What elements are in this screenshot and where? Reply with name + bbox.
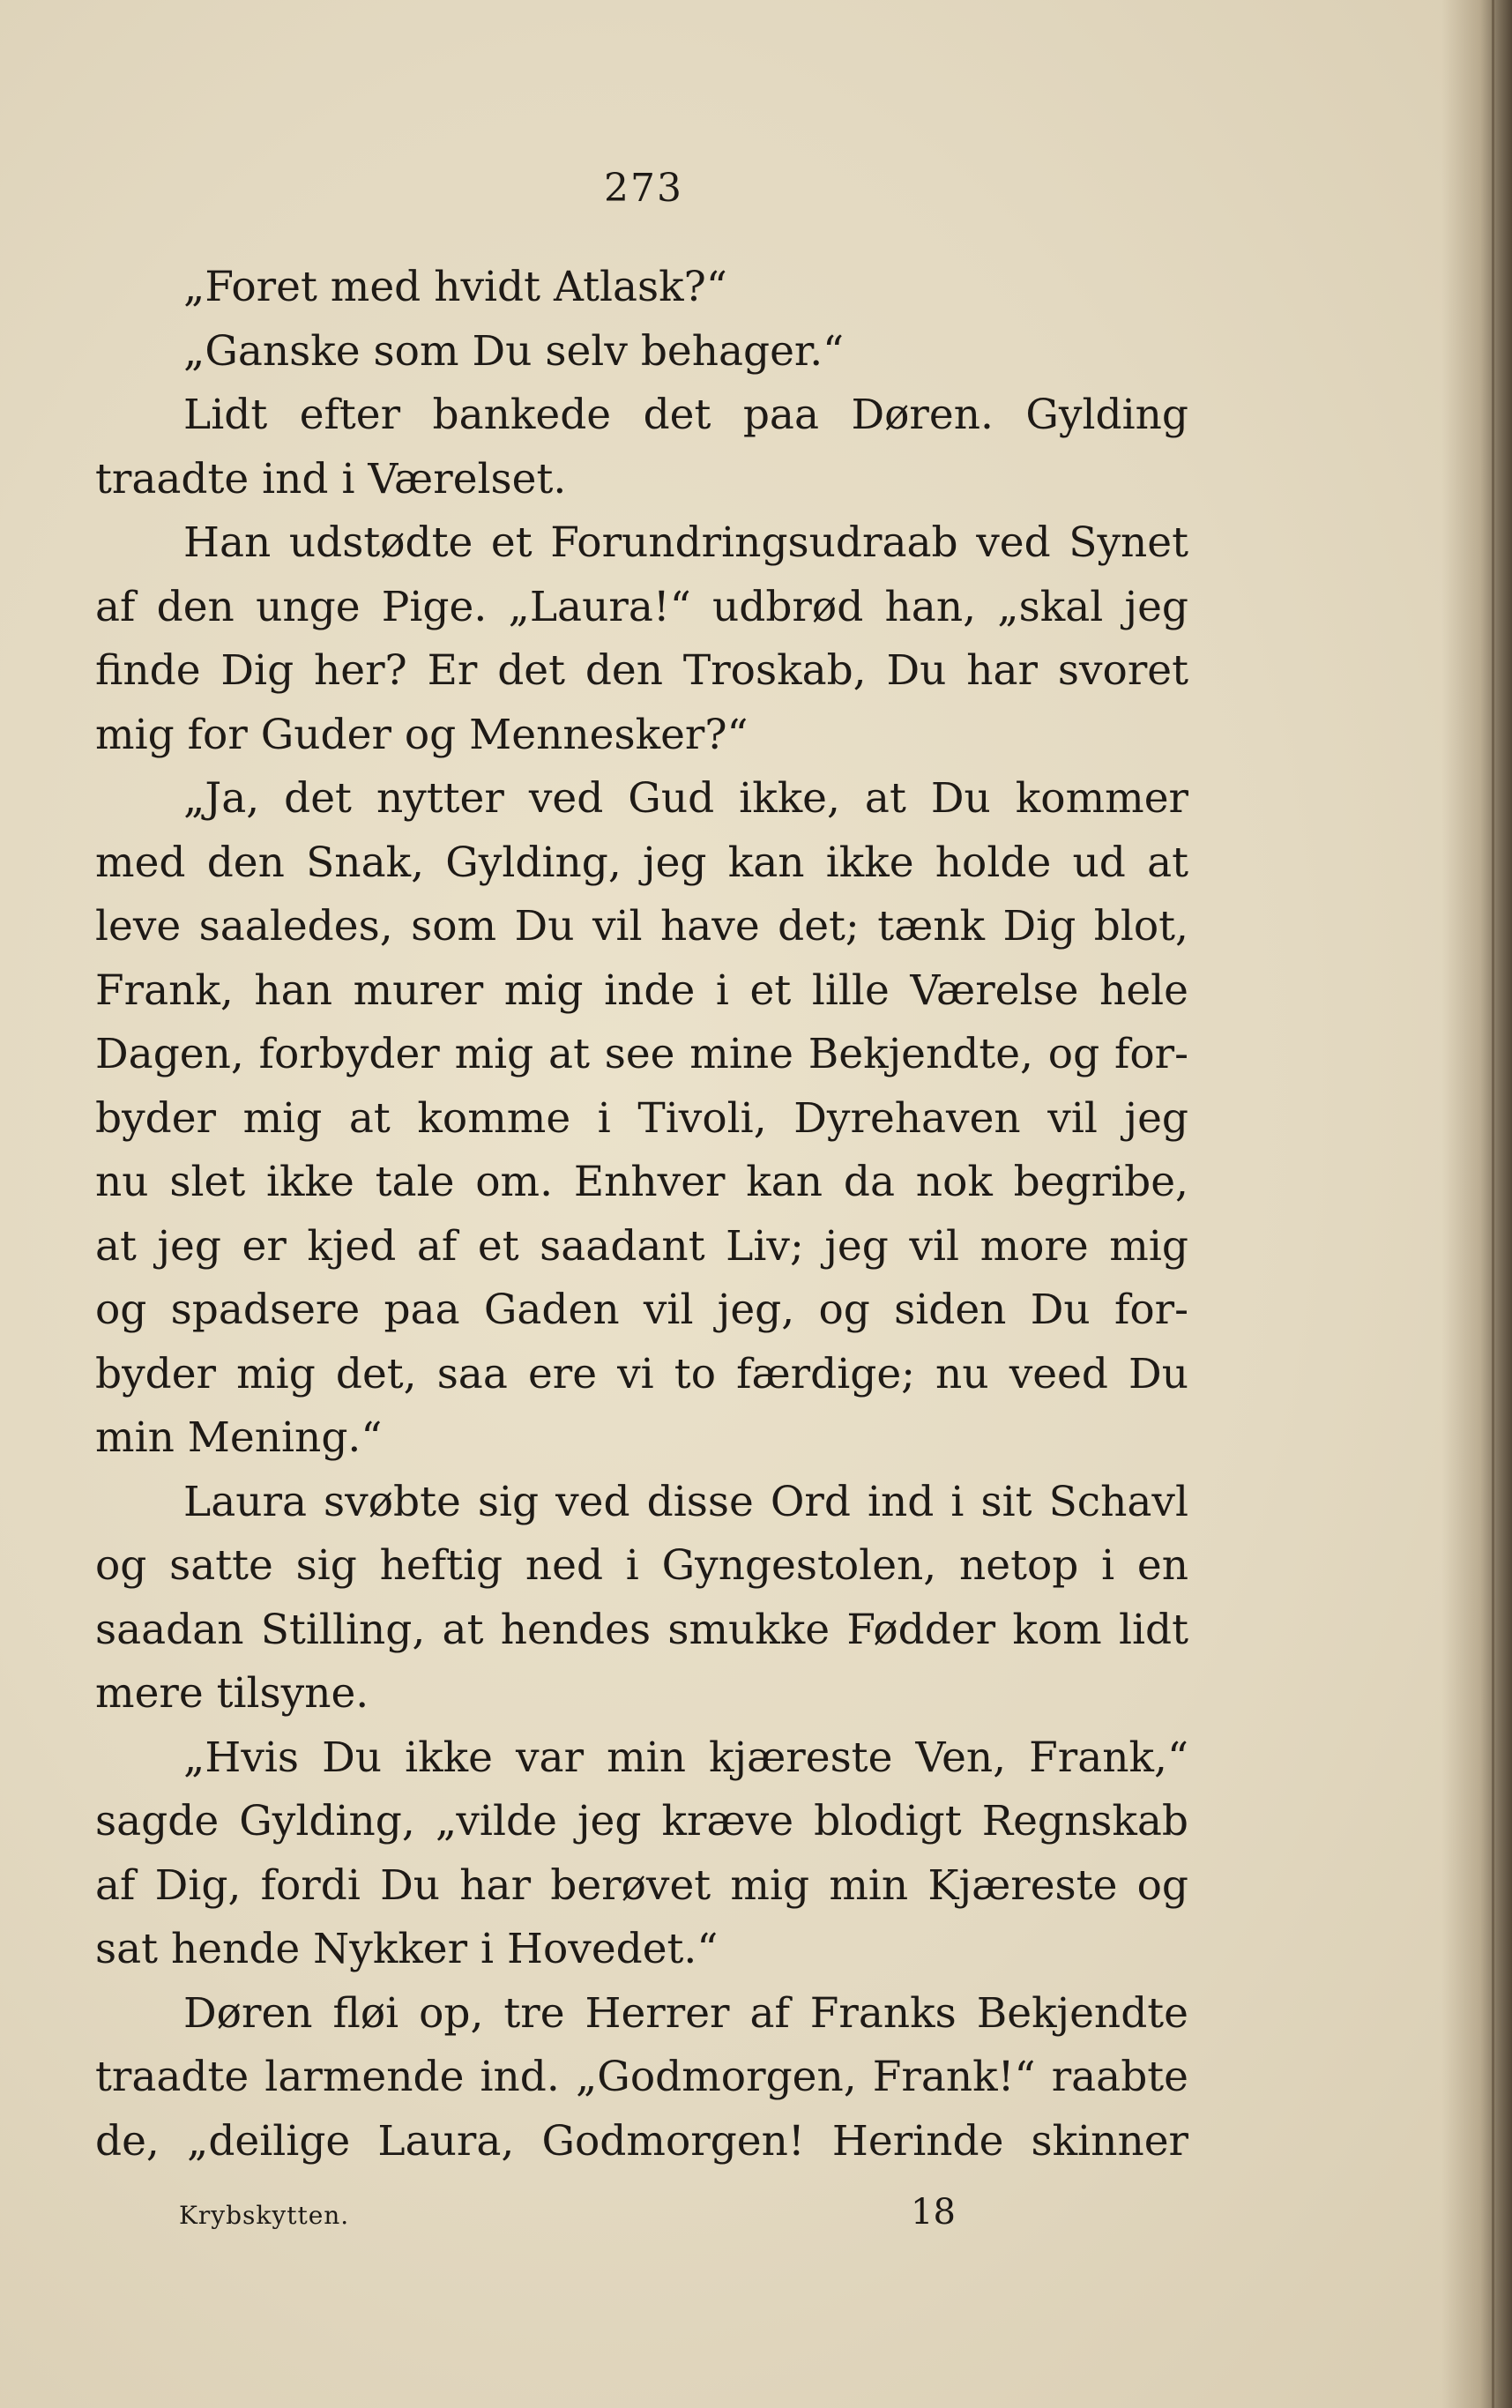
text-line: traadte larmende ind. „Godmorgen, Frank!“ raabte bbox=[95, 2053, 1188, 2101]
sheet-number: 18 bbox=[911, 2192, 956, 2233]
text-line: af den unge Pige. „Laura!“ udbrød han, „skal jeg bbox=[95, 582, 1188, 631]
text-line: „Hvis Du ikke var min kjæreste Ven, Frank,“ bbox=[183, 1733, 1188, 1782]
page-footer bbox=[95, 2192, 1188, 2245]
body-text bbox=[95, 256, 1188, 2173]
text-line: at jeg er kjed af et saadant Liv; jeg vil more mig bbox=[95, 1221, 1188, 1271]
text-line: med den Snak, Gylding, jeg kan ikke holde ud at bbox=[95, 838, 1188, 887]
text-line: og satte sig heftig ned i Gyngestolen, netop i en bbox=[95, 1541, 1188, 1590]
text-line: leve saaledes, som Du vil have det; tænk Dig blot, bbox=[95, 902, 1188, 951]
text-line: sat hende Nykker i Hovedet.“ bbox=[95, 1925, 719, 1973]
text-line: Dagen, forbyder mig at see mine Bekjendte, og for- bbox=[95, 1030, 1188, 1078]
text-line: af Dig, fordi Du har berøvet mig min Kjæreste og bbox=[95, 1860, 1188, 1910]
text-line: traadte ind i Værelset. bbox=[95, 454, 567, 503]
page-number: 273 bbox=[604, 166, 683, 211]
text-line: Lidt efter bankede det paa Døren. Gylding bbox=[183, 391, 1188, 439]
signature-mark: Krybskytten. bbox=[179, 2201, 350, 2230]
page-gutter-shadow bbox=[1441, 0, 1512, 2408]
text-line: nu slet ikke tale om. Enhver kan da nok begribe, bbox=[95, 1158, 1188, 1206]
text-line: byder mig det, saa ere vi to færdige; nu veed Du bbox=[95, 1349, 1188, 1398]
text-line: finde Dig her? Er det den Troskab, Du har svoret bbox=[95, 646, 1188, 695]
text-line: og spadsere paa Gaden vil jeg, og siden Du for- bbox=[95, 1286, 1188, 1334]
text-line: Laura svøbte sig ved disse Ord ind i sit Schavl bbox=[183, 1477, 1188, 1526]
text-line: „Foret med hvidt Atlask?“ bbox=[183, 263, 727, 311]
page-edge bbox=[1492, 0, 1494, 2408]
text-line: min Mening.“ bbox=[95, 1413, 383, 1462]
text-line: saadan Stilling, at hendes smukke Fødder kom lidt bbox=[95, 1605, 1188, 1654]
text-line: „Ganske som Du selv behager.“ bbox=[183, 326, 845, 376]
text-line: Døren fløi op, tre Herrer af Franks Bekjendte bbox=[183, 1988, 1188, 2038]
text-line: mere tilsyne. bbox=[95, 1669, 369, 1718]
text-line: mig for Guder og Mennesker?“ bbox=[95, 710, 749, 759]
text-line: byder mig at komme i Tivoli, Dyrehaven vil jeg bbox=[95, 1093, 1188, 1143]
text-line: „Ja, det nytter ved Gud ikke, at Du kommer bbox=[183, 774, 1188, 823]
text-line: de, „deilige Laura, Godmorgen! Herinde skinner bbox=[95, 2116, 1188, 2166]
text-line: Han udstødte et Forundringsudraab ved Synet bbox=[183, 518, 1188, 567]
text-line: Frank, han murer mig inde i et lille Værelse hele bbox=[95, 965, 1188, 1015]
text-line: sagde Gylding, „vilde jeg kræve blodigt Regnskab bbox=[95, 1797, 1188, 1845]
